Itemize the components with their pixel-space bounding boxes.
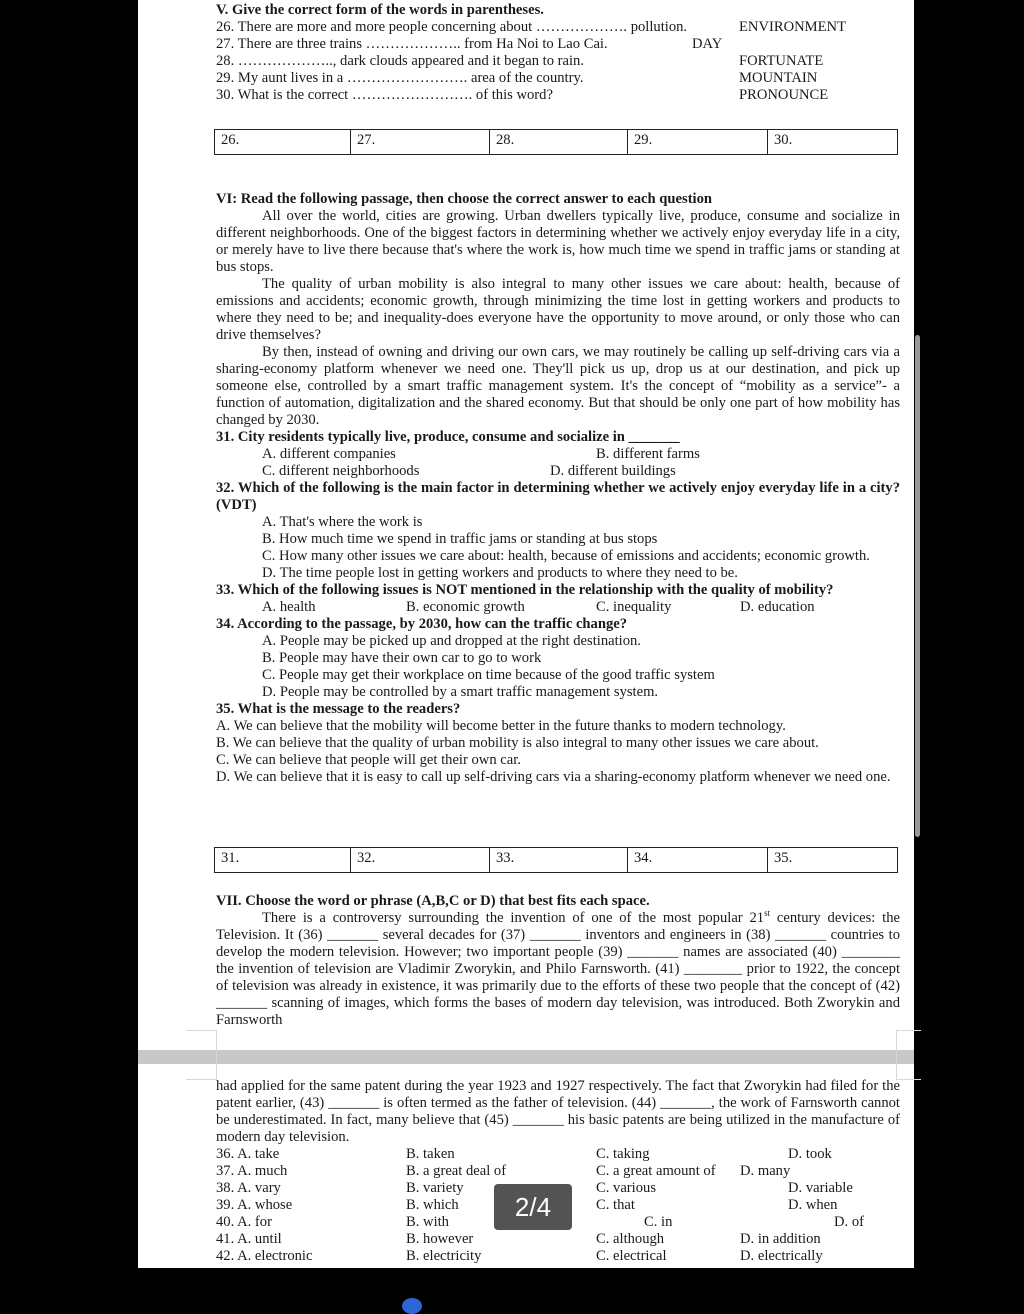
option-31b[interactable]: B. different farms [596, 446, 700, 462]
option-37c[interactable]: C. a great amount of [596, 1163, 716, 1179]
option-33b[interactable]: B. economic growth [406, 599, 525, 615]
word-hint-26: ENVIRONMENT [739, 19, 847, 35]
answer-cell-33[interactable]: 33. [490, 848, 628, 872]
option-31c[interactable]: C. different neighborhoods [262, 463, 420, 479]
option-34c[interactable]: C. People may get their workplace on time because of the good traffic system [262, 667, 715, 683]
question-30 [216, 87, 900, 104]
cloze-paragraph-1 [216, 910, 900, 1029]
page-indicator: 2/4 [494, 1184, 572, 1230]
options-37 [216, 1163, 900, 1180]
page-corner-mark-right [896, 1030, 921, 1080]
option-35c[interactable]: C. We can believe that people will get their own car. [216, 752, 521, 768]
option-32d[interactable]: D. The time people lost in getting workers and products to where they need to be. [262, 565, 738, 581]
option-40c[interactable]: C. in [644, 1214, 673, 1230]
option-37b[interactable]: B. a great deal of [406, 1163, 507, 1179]
answer-table-31-35 [214, 847, 898, 873]
option-39c[interactable]: C. that [596, 1197, 635, 1213]
question-34: 34. According to the passage, by 2030, how can the traffic change? [216, 616, 628, 632]
answer-cell-28[interactable]: 28. [490, 130, 628, 154]
option-40a[interactable]: 40. A. for [216, 1214, 272, 1230]
section-7-continued [216, 1078, 900, 1265]
question-33: 33. Which of the following issues is NOT mentioned in the relationship with the quality of mobility? [216, 582, 834, 598]
option-35b[interactable]: B. We can believe that the quality of urban mobility is also integral to many other issues we care about. [216, 735, 819, 751]
option-39d[interactable]: D. when [788, 1197, 838, 1213]
question-26-text: 26. There are more and more people concerning about ………………. pollution. [216, 19, 688, 35]
question-28 [216, 53, 900, 70]
cloze-paragraph-2: had applied for the same patent during the year 1923 and 1927 respectively. The fact that Zworykin had filed for the patent earlier, (43) _______ is often termed as the father of television. (44) _______, the work of Farnsworth cannot be underestimated. In fact, many believe that (45) _______ his basic patents are being utilized in the manufacture of modern day television. [216, 1078, 900, 1145]
option-35a[interactable]: A. We can believe that the mobility will become better in the future thanks to modern technology. [216, 718, 786, 734]
option-39b[interactable]: B. which [406, 1197, 459, 1213]
option-31a[interactable]: A. different companies [262, 446, 396, 462]
cloze-paragraph-1-rest: century devices: the Television. It (36) _______ several decades for (37) _______ inventors and engineers in (38) _______ countries to develop the modern television. However; two important people (39) _______ names are associated (40) ________ the invention of television are Vladimir Zworykin, and Philo Farnsworth. (41) ________ prior to 1922, the concept of television was already in existence, it was primarily due to the efforts of these two people that the concept of (42) _______ scanning of images, which forms the bases of modern day television, was introduced. Both Zworykin and Farnsworth [216, 910, 900, 1028]
floating-action-dot[interactable] [402, 1298, 422, 1314]
option-40b[interactable]: B. with [406, 1214, 449, 1230]
question-26 [216, 19, 900, 36]
word-hint-27: DAY [692, 36, 723, 52]
answer-cell-29[interactable]: 29. [628, 130, 768, 154]
option-35d[interactable]: D. We can believe that it is easy to call up self-driving cars via a sharing-economy platform whenever we need one. [216, 769, 891, 785]
option-42b[interactable]: B. electricity [406, 1248, 482, 1264]
section-5 [216, 2, 900, 104]
page-break-gap [138, 1050, 914, 1064]
option-31d[interactable]: D. different buildings [550, 463, 676, 479]
option-38c[interactable]: C. various [596, 1180, 656, 1196]
option-42a[interactable]: 42. A. electronic [216, 1248, 313, 1264]
option-36b[interactable]: B. taken [406, 1146, 455, 1162]
option-36d[interactable]: D. took [788, 1146, 832, 1162]
word-hint-29: MOUNTAIN [739, 70, 818, 86]
option-40d[interactable]: D. of [834, 1214, 864, 1230]
option-41a[interactable]: 41. A. until [216, 1231, 282, 1247]
options-41 [216, 1231, 900, 1248]
question-31-options-row1 [216, 446, 900, 463]
option-37d[interactable]: D. many [740, 1163, 791, 1179]
answer-cell-32[interactable]: 32. [351, 848, 490, 872]
answer-cell-27[interactable]: 27. [351, 130, 490, 154]
option-33a[interactable]: A. health [262, 599, 316, 615]
passage-paragraph-1: All over the world, cities are growing. Urban dwellers typically live, produce, consume and socialize in different neighborhoods. One of the biggest factors in determining whether we actively enjoy everyday life in a city, or merely have to live there because that's where the work is, how much time we spend in traffic jams or standing at bus stops. [216, 208, 900, 275]
option-42c[interactable]: C. electrical [596, 1248, 667, 1264]
section-6 [216, 191, 900, 786]
option-34d[interactable]: D. People may be controlled by a smart traffic management system. [262, 684, 659, 700]
answer-cell-31[interactable]: 31. [215, 848, 351, 872]
option-36a[interactable]: 36. A. take [216, 1146, 280, 1162]
option-33d[interactable]: D. education [740, 599, 815, 615]
question-28-text: 28. ……………….., dark clouds appeared and it began to rain. [216, 53, 584, 69]
option-32a[interactable]: A. That's where the work is [262, 514, 423, 530]
option-33c[interactable]: C. inequality [596, 599, 672, 615]
answer-cell-35[interactable]: 35. [774, 850, 793, 866]
option-32c[interactable]: C. How many other issues we care about: health, because of emissions and accidents; economic growth. [262, 548, 870, 564]
option-42d[interactable]: D. electrically [740, 1248, 823, 1264]
option-38b[interactable]: B. variety [406, 1180, 464, 1196]
question-35: 35. What is the message to the readers? [216, 701, 461, 717]
answer-cell-30[interactable]: 30. [774, 132, 793, 148]
passage-paragraph-2: The quality of urban mobility is also integral to many other issues we care about: health, because of emissions and accidents; economic growth, through minimizing the time lost in getting workers and products to where they need to be; and inequality-does everyone have the opportunity to move around, or only those who can drive themselves? [216, 276, 900, 343]
section-7-title: VII. Choose the word or phrase (A,B,C or D) that best fits each space. [216, 893, 650, 909]
answer-cell-34[interactable]: 34. [628, 848, 768, 872]
answer-table-26-30 [214, 129, 898, 155]
cloze-paragraph-1-start: There is a controversy surrounding the invention of one of the most popular 21 [262, 910, 765, 926]
option-32b[interactable]: B. How much time we spend in traffic jams or standing at bus stops [262, 531, 658, 547]
question-29 [216, 70, 900, 87]
question-31: 31. City residents typically live, produce, consume and socialize in _______ [216, 429, 680, 445]
option-38a[interactable]: 38. A. vary [216, 1180, 281, 1196]
option-39a[interactable]: 39. A. whose [216, 1197, 293, 1213]
question-31-options-row2 [216, 463, 900, 480]
option-37a[interactable]: 37. A. much [216, 1163, 288, 1179]
option-38d[interactable]: D. variable [788, 1180, 853, 1196]
question-32: 32. Which of the following is the main factor in determining whether we actively enjoy everyday life in a city?(VDT) [216, 480, 900, 513]
answer-cell-26[interactable]: 26. [215, 130, 351, 154]
question-29-text: 29. My aunt lives in a ……………………. area of the country. [216, 70, 584, 86]
page-corner-mark-left [186, 1030, 217, 1080]
passage-paragraph-3: By then, instead of owning and driving our own cars, we may routinely be calling up self-driving cars via a sharing-economy platform whenever we need one. They'll pick us up, drop us at our destination, and pick up someone else, controlled by a smart traffic management system. It's the concept of “mobility as a service”- a function of automation, digitalization and the shared economy. But that should be only one part of how mobility has changed by 2030. [216, 344, 900, 428]
option-34a[interactable]: A. People may be picked up and dropped at the right destination. [262, 633, 641, 649]
option-41d[interactable]: D. in addition [740, 1231, 821, 1247]
scrollbar[interactable] [915, 335, 920, 837]
word-hint-30: PRONOUNCE [739, 87, 829, 103]
question-33-options [216, 599, 900, 616]
option-34b[interactable]: B. People may have their own car to go to work [262, 650, 542, 666]
option-41c[interactable]: C. although [596, 1231, 665, 1247]
section-6-title: VI: Read the following passage, then choose the correct answer to each question [216, 191, 713, 207]
option-41b[interactable]: B. however [406, 1231, 474, 1247]
section-7 [216, 893, 900, 1029]
word-hint-28: FORTUNATE [739, 53, 824, 69]
options-36 [216, 1146, 900, 1163]
options-42 [216, 1248, 900, 1265]
question-27-text: 27. There are three trains ……………….. from Ha Noi to Lao Cai. [216, 36, 608, 52]
option-36c[interactable]: C. taking [596, 1146, 650, 1162]
question-27 [216, 36, 900, 53]
ordinal-suffix: st [764, 908, 771, 919]
section-5-title: V. Give the correct form of the words in parentheses. [216, 2, 544, 18]
question-30-text: 30. What is the correct ……………………. of this word? [216, 87, 553, 103]
